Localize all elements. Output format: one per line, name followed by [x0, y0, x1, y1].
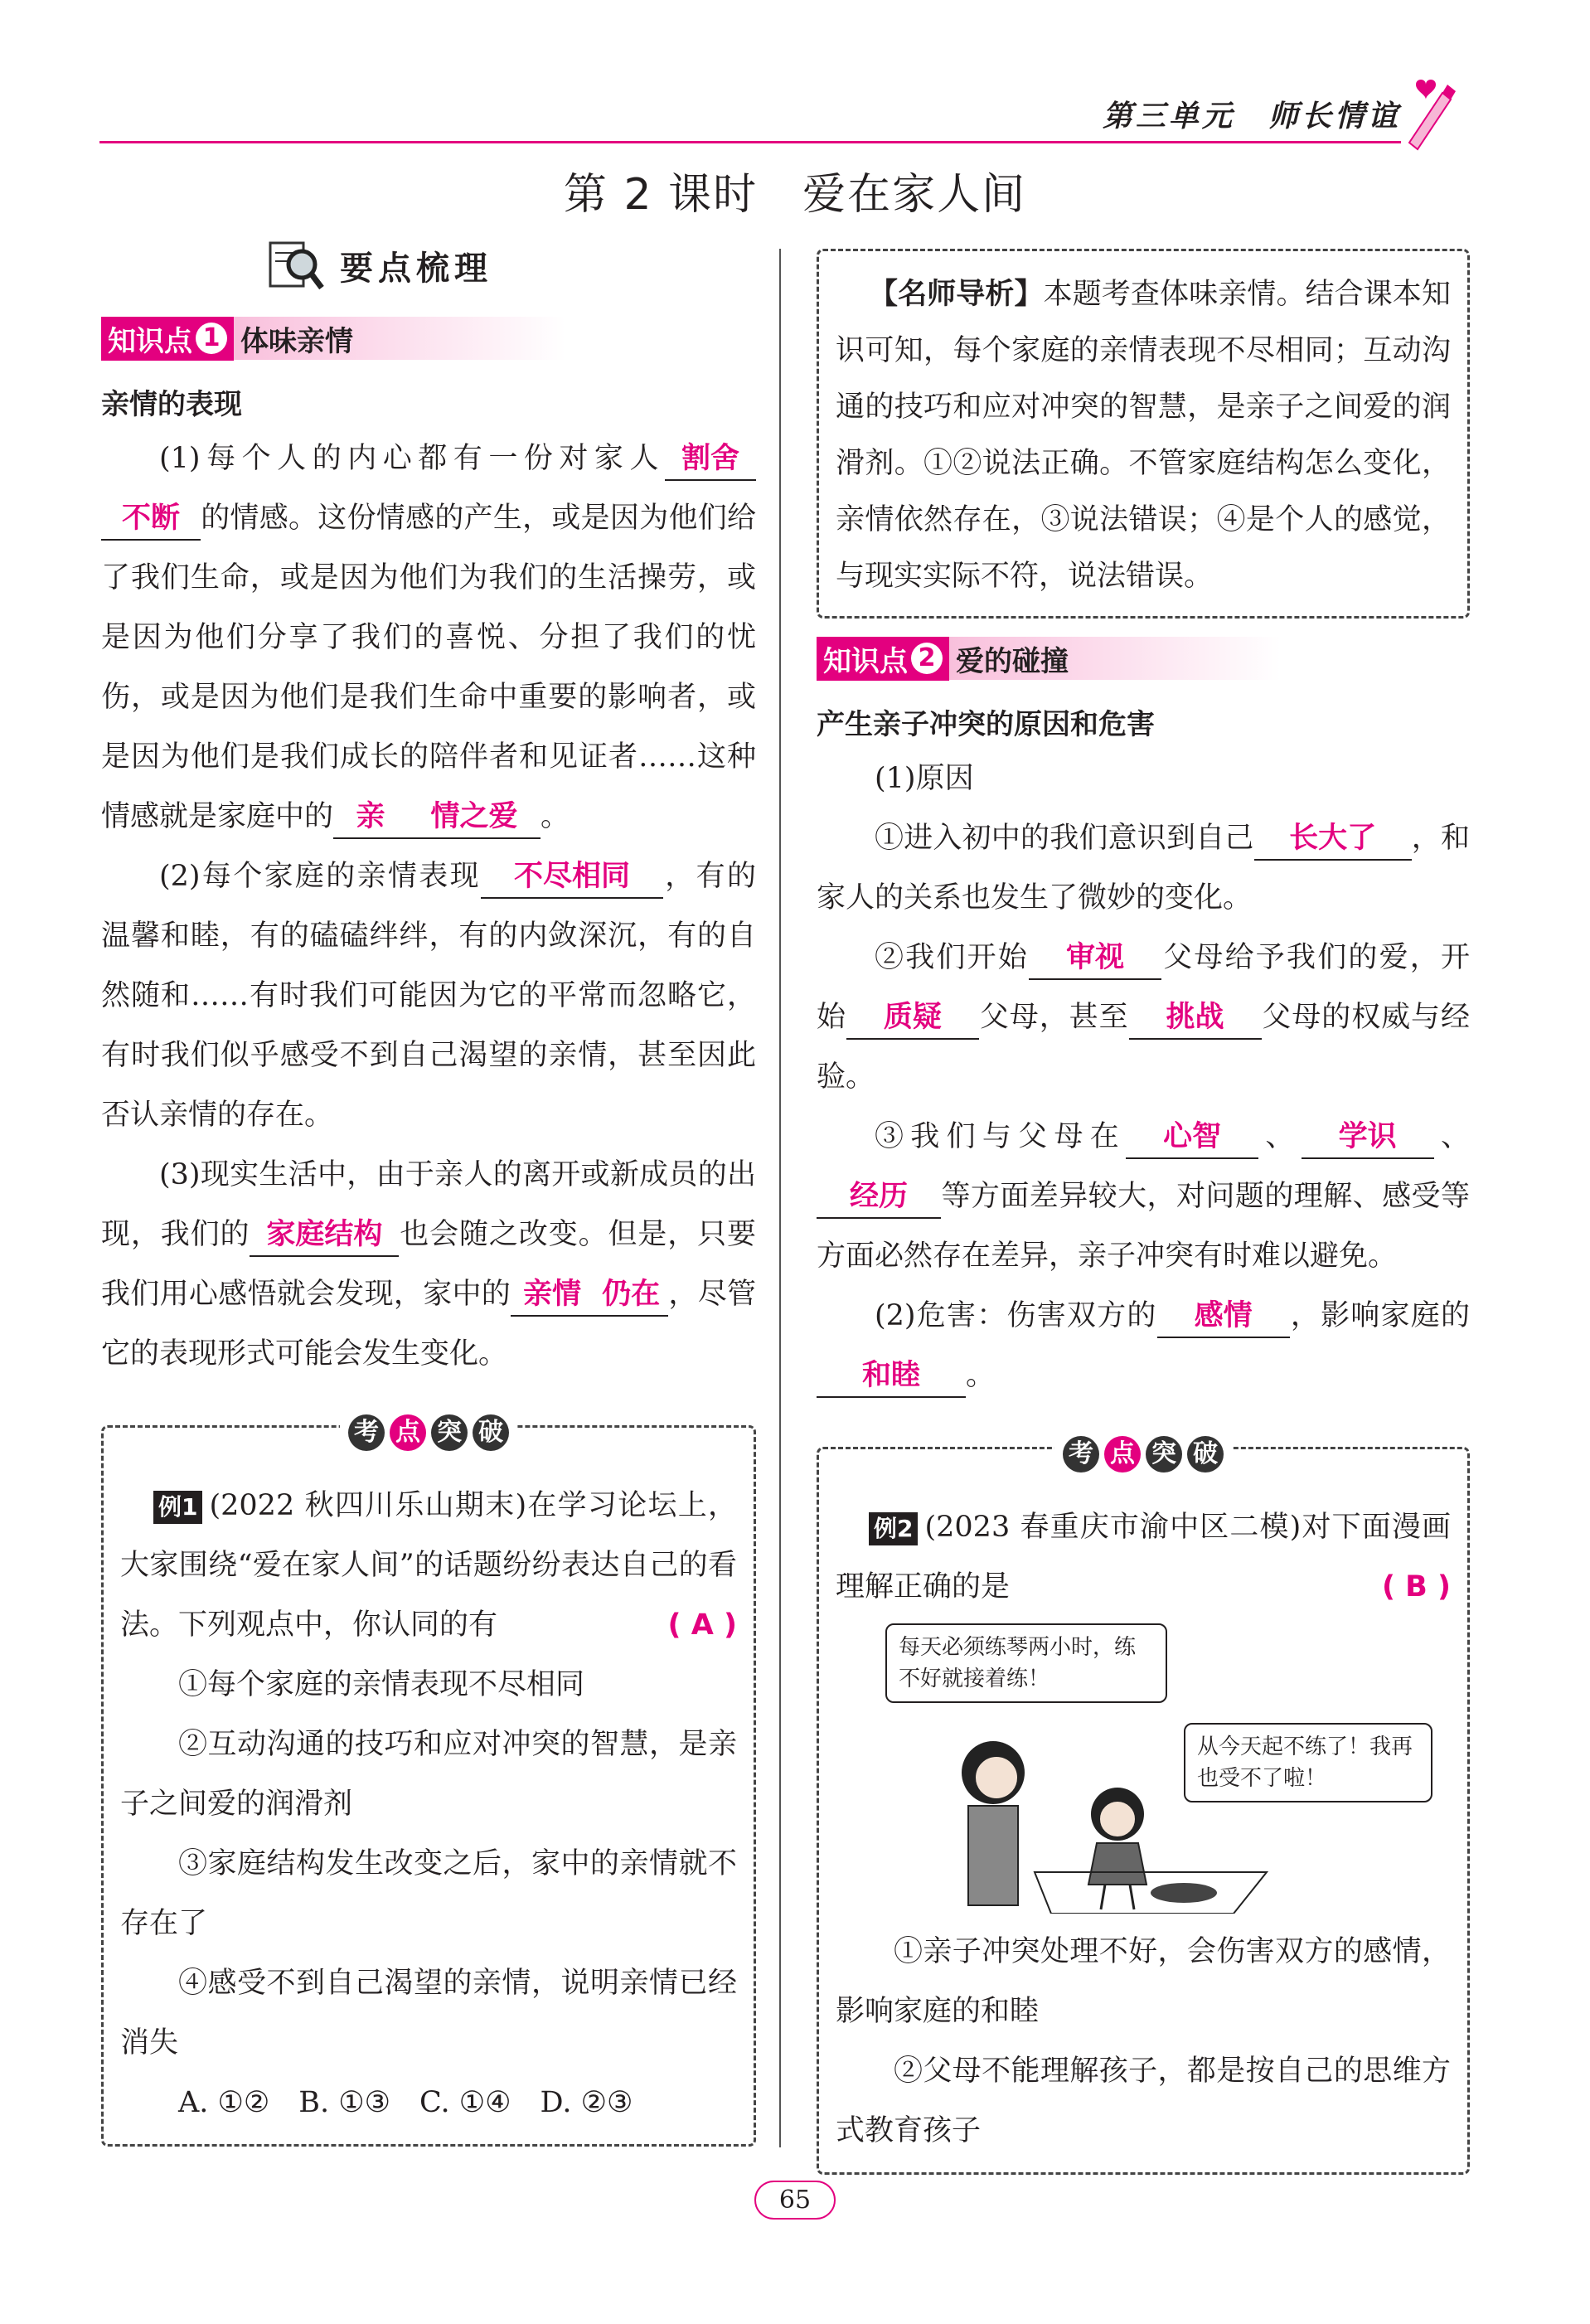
answer-blank: 家庭结构: [250, 1214, 399, 1257]
answer-blank: 感情: [1157, 1295, 1290, 1338]
analysis-box: [817, 249, 1470, 619]
answer-blank: 情之爱: [408, 796, 541, 839]
label-char: 点: [1104, 1436, 1141, 1473]
page-header: [99, 76, 1459, 151]
knowledge-point-2-header: [817, 637, 1281, 680]
text: ，尽管它的表现形式可能会发生变化。: [101, 1278, 756, 1371]
text: (1)每个人的内心都有一份对家人: [159, 442, 665, 475]
exam-breakthrough-pill: [340, 1414, 517, 1451]
parent-speech-bubble: 每天必须练琴两小时，练不好就接着练！: [885, 1623, 1167, 1703]
child-speech-bubble: 从今天起不练了！我再也受不了啦！: [1184, 1723, 1432, 1802]
text: ①进入初中的我们意识到自己: [875, 822, 1254, 855]
kp1-paragraph-2: [101, 847, 756, 1145]
column-divider: [779, 249, 781, 2147]
cause-heading: (1)原因: [875, 762, 974, 795]
text: ，影响家庭的: [1289, 1299, 1470, 1332]
text: (2022 秋四川乐山期末)在学习论坛上，大家围绕“爱在家人间”的话题纷纷表达自己的看法。下列观点中，你认同的有: [120, 1489, 737, 1642]
left-column: [101, 232, 756, 2147]
cause-3: [817, 1107, 1470, 1286]
text: ③我们与父母在: [875, 1120, 1127, 1153]
analysis-label: 【名师导析】: [869, 278, 1044, 311]
text: (2)每个家庭的亲情表现: [159, 860, 481, 893]
section-title: 要点梳理: [340, 249, 492, 288]
answer-blank: 不尽相同: [481, 856, 663, 899]
label-char: 破: [473, 1414, 509, 1451]
harm: [817, 1286, 1470, 1405]
option: ②互动沟通的技巧和应对冲突的智慧，是亲子之间爱的润滑剂: [120, 1728, 737, 1821]
choices: A. ①② B. ①③ C. ①④ D. ②③: [178, 2086, 633, 2119]
page-number-text: 65: [754, 2181, 836, 2220]
page-number: [0, 2181, 1590, 2220]
knowledge-point-1-header: [101, 317, 565, 360]
cause-2: [817, 928, 1470, 1107]
kp1-subhead: 亲情的表现: [101, 388, 242, 421]
right-column: [817, 249, 1470, 2175]
answer-blank: 割舍: [665, 438, 756, 481]
kp-tag-label: 知识点: [823, 644, 908, 678]
answer-blank: 亲: [333, 796, 408, 839]
label-char: 突: [1146, 1436, 1182, 1473]
analysis-text: [836, 266, 1451, 604]
magnifier-icon: [267, 236, 325, 294]
text: 本题考查体味亲情。结合课本知识可知，每个家庭的亲情表现不尽相同；互动沟通的技巧和应对冲突的智慧，是亲子之间爱的润滑剂。①②说法正确。不管家庭结构怎么变化，亲情依然存在，③说法错误；④是个人的感觉，与现实实际不符，说法错误。: [836, 278, 1451, 593]
answer-blank: 审视: [1029, 937, 1161, 980]
parent-child-drawing: [935, 1706, 1283, 1914]
text: 父母给予我们的爱，开始: [817, 941, 1470, 1034]
example-2-box: [817, 1439, 1470, 2175]
label-char: 突: [431, 1414, 468, 1451]
pencil-heart-icon: [1401, 76, 1459, 151]
text: 也会随之改变。但是，只要我们用心感悟就会发现，家中的: [101, 1218, 756, 1311]
kp-number: 1: [196, 323, 227, 354]
answer-blank: 仍在: [594, 1274, 668, 1317]
answer-blank: 不断: [101, 497, 201, 541]
answer-blank: 心智: [1126, 1116, 1258, 1159]
exam-breakthrough-pill: [1054, 1436, 1232, 1473]
option: ①亲子冲突处理不好，会伤害双方的感情，影响家庭的和睦: [836, 1935, 1451, 2028]
answer-blank: 和睦: [817, 1355, 966, 1398]
kp-tag: [101, 317, 234, 361]
text: (2)危害：伤害双方的: [875, 1299, 1157, 1332]
label-char: 破: [1187, 1436, 1224, 1473]
example-1-stem: [120, 1476, 737, 1655]
answer-blank: 质疑: [846, 997, 979, 1040]
text: 父母，甚至: [978, 1001, 1129, 1034]
answer-blank: 挑战: [1129, 997, 1262, 1040]
answer-blank: 长大了: [1254, 818, 1412, 861]
text: 。: [966, 1359, 996, 1392]
label-char: 考: [348, 1414, 385, 1451]
kp2-subhead: 产生亲子冲突的原因和危害: [817, 708, 1155, 741]
exam-breakthrough-label: [120, 1418, 737, 1476]
example-badge: 例1: [153, 1491, 202, 1524]
text: 的情感。这份情感的产生，或是因为他们给了我们生命，或是因为他们为我们的生活操劳，或是因为他们分享了我们的喜悦、分担了我们的忧伤，或是因为他们是我们生命中重要的影响者，或是因为他们是我们成长的陪伴者和见证者……这种情感就是家庭中的: [101, 502, 756, 833]
lesson-title: 第 2 课时 爱在家人间: [563, 170, 1027, 220]
label-char: 点: [390, 1414, 426, 1451]
kp-title: 爱的碰撞: [956, 644, 1069, 678]
option: ④感受不到自己渴望的亲情，说明亲情已经消失: [120, 1967, 737, 2060]
kp1-paragraph-1: [101, 429, 756, 847]
kp-number: 2: [911, 643, 943, 674]
text: ②我们开始: [875, 941, 1029, 974]
text: 、: [1433, 1120, 1470, 1153]
answer-blank: 亲情: [511, 1274, 594, 1317]
answer-blank: 经历: [817, 1176, 941, 1219]
text: ，和家人的关系也发生了微妙的变化。: [817, 822, 1470, 915]
answer-blank: 学识: [1302, 1116, 1434, 1159]
label-char: 考: [1063, 1436, 1099, 1473]
text: 父母的权威与经验。: [817, 1001, 1470, 1094]
kp1-paragraph-3: [101, 1145, 756, 1384]
text: (2023 春重庆市渝中区二模)对下面漫画理解正确的是: [836, 1511, 1451, 1604]
option: ②父母不能理解孩子，都是按自己的思维方式教育孩子: [836, 2055, 1451, 2147]
text: 。: [541, 800, 570, 833]
kp-title: 体味亲情: [240, 324, 353, 358]
text: ，有的温馨和睦，有的磕磕绊绊，有的内敛深沉，有的自然随和……有时我们可能因为它的平常而忽略它，有时我们似乎感受不到自己渴望的亲情，甚至因此否认亲情的存在。: [101, 860, 756, 1132]
answer: ( A ): [667, 1608, 737, 1642]
example-2-stem: [836, 1497, 1451, 1617]
option: ③家庭结构发生改变之后，家中的亲情就不存在了: [120, 1847, 737, 1940]
header-rule: [99, 141, 1401, 143]
cause-1: [817, 808, 1470, 928]
exam-breakthrough-label: [836, 1439, 1451, 1497]
kp-tag: [817, 637, 949, 681]
text: (3)现实生活中，由于亲人的离开或新成员的出现，我们的: [101, 1158, 756, 1251]
text: 、: [1258, 1120, 1302, 1153]
option: ①每个家庭的亲情表现不尽相同: [178, 1668, 585, 1701]
answer: ( B ): [1381, 1570, 1451, 1604]
section-header: [267, 232, 756, 298]
example-1-box: [101, 1418, 756, 2147]
text: 等方面差异较大，对问题的理解、感受等方面必然存在差异，亲子冲突有时难以避免。: [817, 1180, 1470, 1273]
example-badge: 例2: [869, 1512, 918, 1545]
unit-title: 第三单元 师长情谊: [1102, 99, 1401, 133]
kp-tag-label: 知识点: [108, 324, 192, 358]
comic-illustration: [836, 1623, 1451, 1914]
